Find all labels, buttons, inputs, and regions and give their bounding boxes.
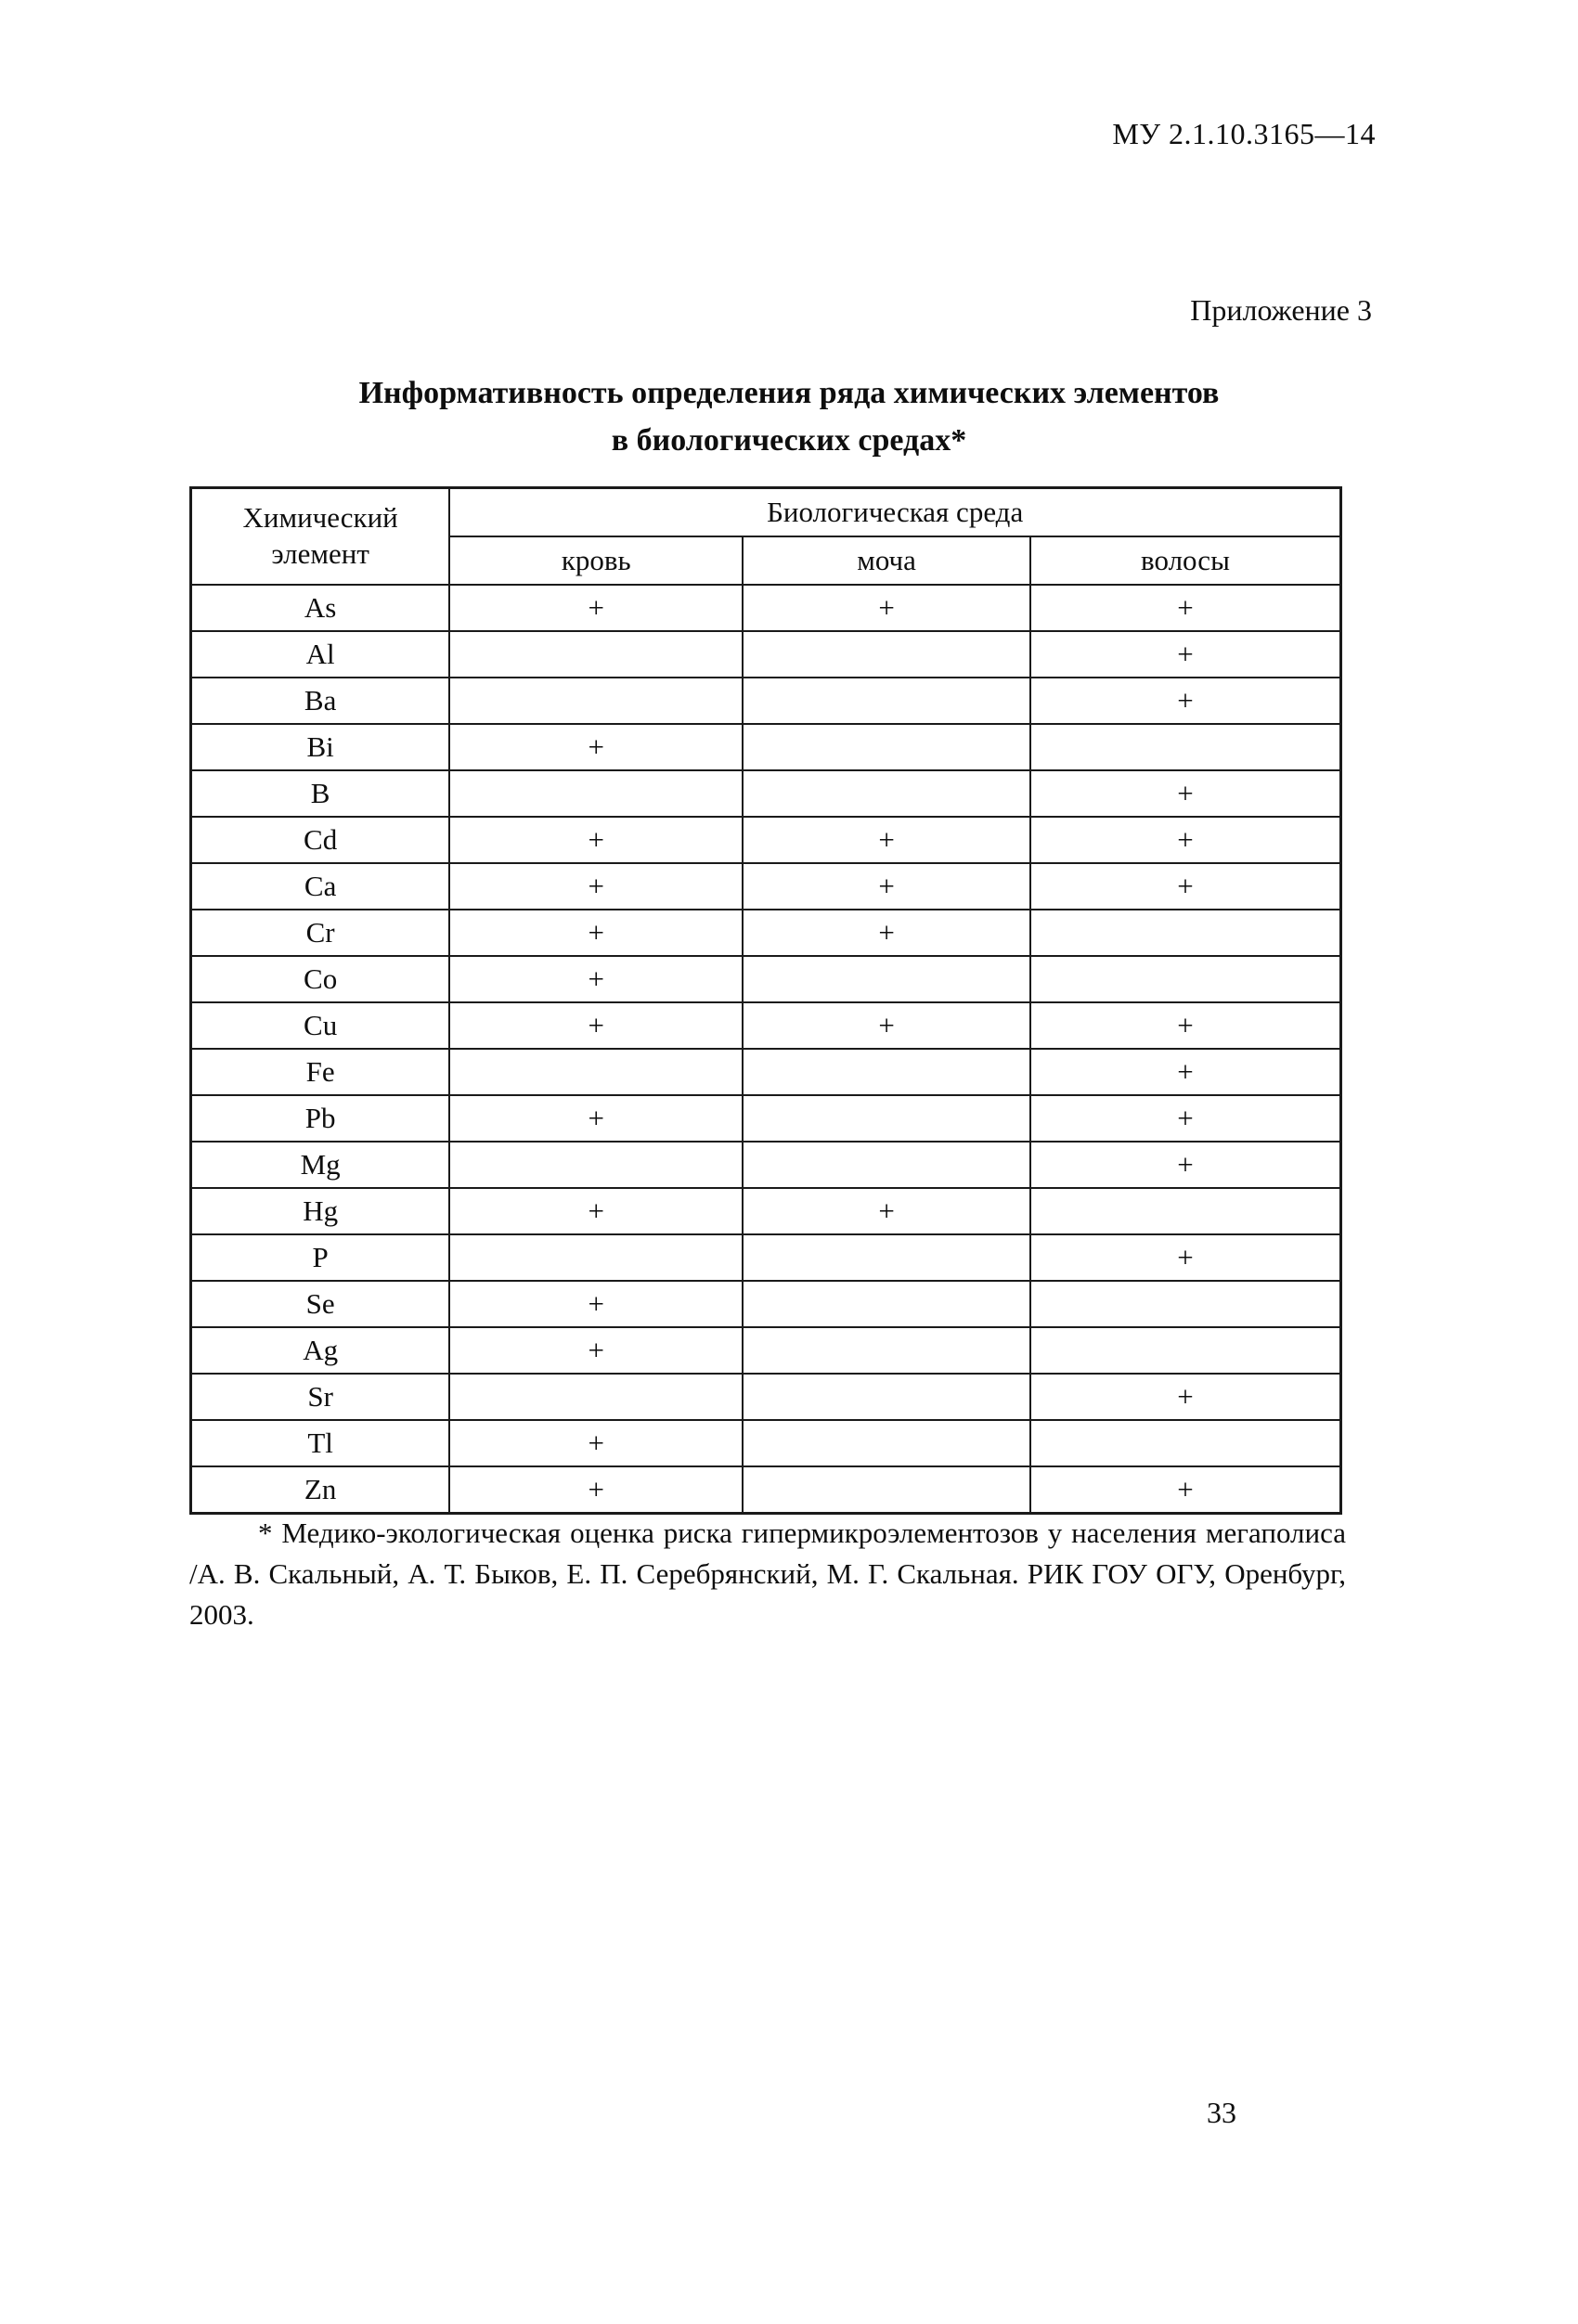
table-row xyxy=(191,863,1341,910)
column-header-hair: волосы xyxy=(1030,536,1341,585)
presence-cell xyxy=(743,1281,1030,1327)
presence-cell xyxy=(449,1234,743,1281)
presence-cell: + xyxy=(449,1281,743,1327)
presence-cell xyxy=(743,1374,1030,1420)
page-title xyxy=(111,369,1467,464)
element-symbol-cell: Cu xyxy=(191,1002,450,1049)
table-row xyxy=(191,770,1341,817)
element-symbol-cell: Bi xyxy=(191,724,450,770)
presence-cell: + xyxy=(449,1095,743,1142)
presence-cell: + xyxy=(1030,1002,1341,1049)
presence-cell: + xyxy=(449,585,743,631)
footnote: * Медико-экологическая оценка риска гипермикроэлементозов у населения мегаполиса /А. В. Скальный, А. Т. Быков, Е. П. Серебрянский, М. Г. Скальная. РИК ГОУ ОГУ, Оренбург, 2003. xyxy=(189,1517,1346,1632)
presence-cell: + xyxy=(449,1420,743,1466)
presence-cell xyxy=(449,1142,743,1188)
appendix-label: Приложение 3 xyxy=(1190,293,1372,327)
element-symbol-cell: Cr xyxy=(191,910,450,956)
column-header-urine: моча xyxy=(743,536,1030,585)
presence-cell: + xyxy=(743,817,1030,863)
presence-cell xyxy=(449,1374,743,1420)
presence-cell xyxy=(743,678,1030,724)
presence-cell: + xyxy=(449,724,743,770)
presence-cell: + xyxy=(1030,1234,1341,1281)
table-row xyxy=(191,1095,1341,1142)
element-rows xyxy=(191,585,1341,1514)
presence-cell: + xyxy=(1030,1466,1341,1514)
elements-table xyxy=(189,486,1342,1515)
presence-cell xyxy=(1030,956,1341,1002)
presence-cell: + xyxy=(1030,1095,1341,1142)
element-symbol-cell: Ca xyxy=(191,863,450,910)
element-symbol-cell: Sr xyxy=(191,1374,450,1420)
doc-number: МУ 2.1.10.3165—14 xyxy=(1112,117,1376,150)
column-header-element: Химический элемент xyxy=(191,488,450,586)
presence-cell xyxy=(1030,1281,1341,1327)
presence-cell xyxy=(1030,1188,1341,1234)
presence-cell xyxy=(743,631,1030,678)
table-row xyxy=(191,631,1341,678)
page-number: 33 xyxy=(1207,2096,1236,2129)
presence-cell xyxy=(1030,1327,1341,1374)
presence-cell: + xyxy=(743,910,1030,956)
presence-cell xyxy=(743,724,1030,770)
presence-cell: + xyxy=(449,910,743,956)
presence-cell: + xyxy=(449,1002,743,1049)
table-row xyxy=(191,1281,1341,1327)
presence-cell: + xyxy=(1030,678,1341,724)
element-symbol-cell: Ag xyxy=(191,1327,450,1374)
presence-cell xyxy=(743,1049,1030,1095)
presence-cell: + xyxy=(449,956,743,1002)
element-symbol-cell: Al xyxy=(191,631,450,678)
presence-cell: + xyxy=(743,585,1030,631)
table-row xyxy=(191,1234,1341,1281)
presence-cell xyxy=(743,1420,1030,1466)
element-symbol-cell: Mg xyxy=(191,1142,450,1188)
elements-table-container xyxy=(189,486,1342,1515)
presence-cell: + xyxy=(449,863,743,910)
element-symbol-cell: Ba xyxy=(191,678,450,724)
presence-cell: + xyxy=(743,1188,1030,1234)
table-row xyxy=(191,1142,1341,1188)
presence-cell: + xyxy=(1030,817,1341,863)
table-row xyxy=(191,585,1341,631)
element-symbol-cell: Cd xyxy=(191,817,450,863)
table-row xyxy=(191,724,1341,770)
element-symbol-cell: Se xyxy=(191,1281,450,1327)
presence-cell xyxy=(743,1095,1030,1142)
element-symbol-cell: B xyxy=(191,770,450,817)
presence-cell xyxy=(1030,910,1341,956)
presence-cell: + xyxy=(449,1188,743,1234)
presence-cell xyxy=(1030,1420,1341,1466)
presence-cell xyxy=(743,1234,1030,1281)
presence-cell: + xyxy=(1030,1374,1341,1420)
presence-cell: + xyxy=(1030,631,1341,678)
presence-cell xyxy=(743,1142,1030,1188)
presence-cell xyxy=(449,1049,743,1095)
presence-cell xyxy=(449,631,743,678)
element-symbol-cell: P xyxy=(191,1234,450,1281)
presence-cell xyxy=(449,770,743,817)
table-row xyxy=(191,1420,1341,1466)
column-header-bio-media: Биологическая среда xyxy=(449,488,1340,537)
element-symbol-cell: Fe xyxy=(191,1049,450,1095)
table-row xyxy=(191,1002,1341,1049)
table-header-row-group xyxy=(191,488,1341,537)
element-symbol-cell: Zn xyxy=(191,1466,450,1514)
page-title-line-1: Информативность определения ряда химических элементов xyxy=(358,376,1220,410)
column-header-blood: кровь xyxy=(449,536,743,585)
element-symbol-cell: Pb xyxy=(191,1095,450,1142)
presence-cell: + xyxy=(449,817,743,863)
table-row xyxy=(191,1049,1341,1095)
presence-cell: + xyxy=(1030,863,1341,910)
presence-cell xyxy=(743,1327,1030,1374)
table-row xyxy=(191,1374,1341,1420)
table-row xyxy=(191,678,1341,724)
presence-cell: + xyxy=(1030,1142,1341,1188)
element-symbol-cell: Hg xyxy=(191,1188,450,1234)
table-row xyxy=(191,956,1341,1002)
table-row xyxy=(191,817,1341,863)
presence-cell: + xyxy=(449,1327,743,1374)
table-row xyxy=(191,1188,1341,1234)
element-symbol-cell: Tl xyxy=(191,1420,450,1466)
presence-cell: + xyxy=(743,863,1030,910)
presence-cell: + xyxy=(1030,585,1341,631)
table-row xyxy=(191,1466,1341,1514)
table-header xyxy=(191,488,1341,586)
table-row xyxy=(191,1327,1341,1374)
presence-cell xyxy=(449,678,743,724)
presence-cell: + xyxy=(1030,770,1341,817)
presence-cell: + xyxy=(449,1466,743,1514)
presence-cell xyxy=(1030,724,1341,770)
presence-cell xyxy=(743,770,1030,817)
table-row xyxy=(191,910,1341,956)
presence-cell xyxy=(743,1466,1030,1514)
presence-cell xyxy=(743,956,1030,1002)
element-symbol-cell: As xyxy=(191,585,450,631)
page-title-line-2: в биологических средах* xyxy=(611,423,967,458)
presence-cell: + xyxy=(1030,1049,1341,1095)
presence-cell: + xyxy=(743,1002,1030,1049)
element-symbol-cell: Co xyxy=(191,956,450,1002)
